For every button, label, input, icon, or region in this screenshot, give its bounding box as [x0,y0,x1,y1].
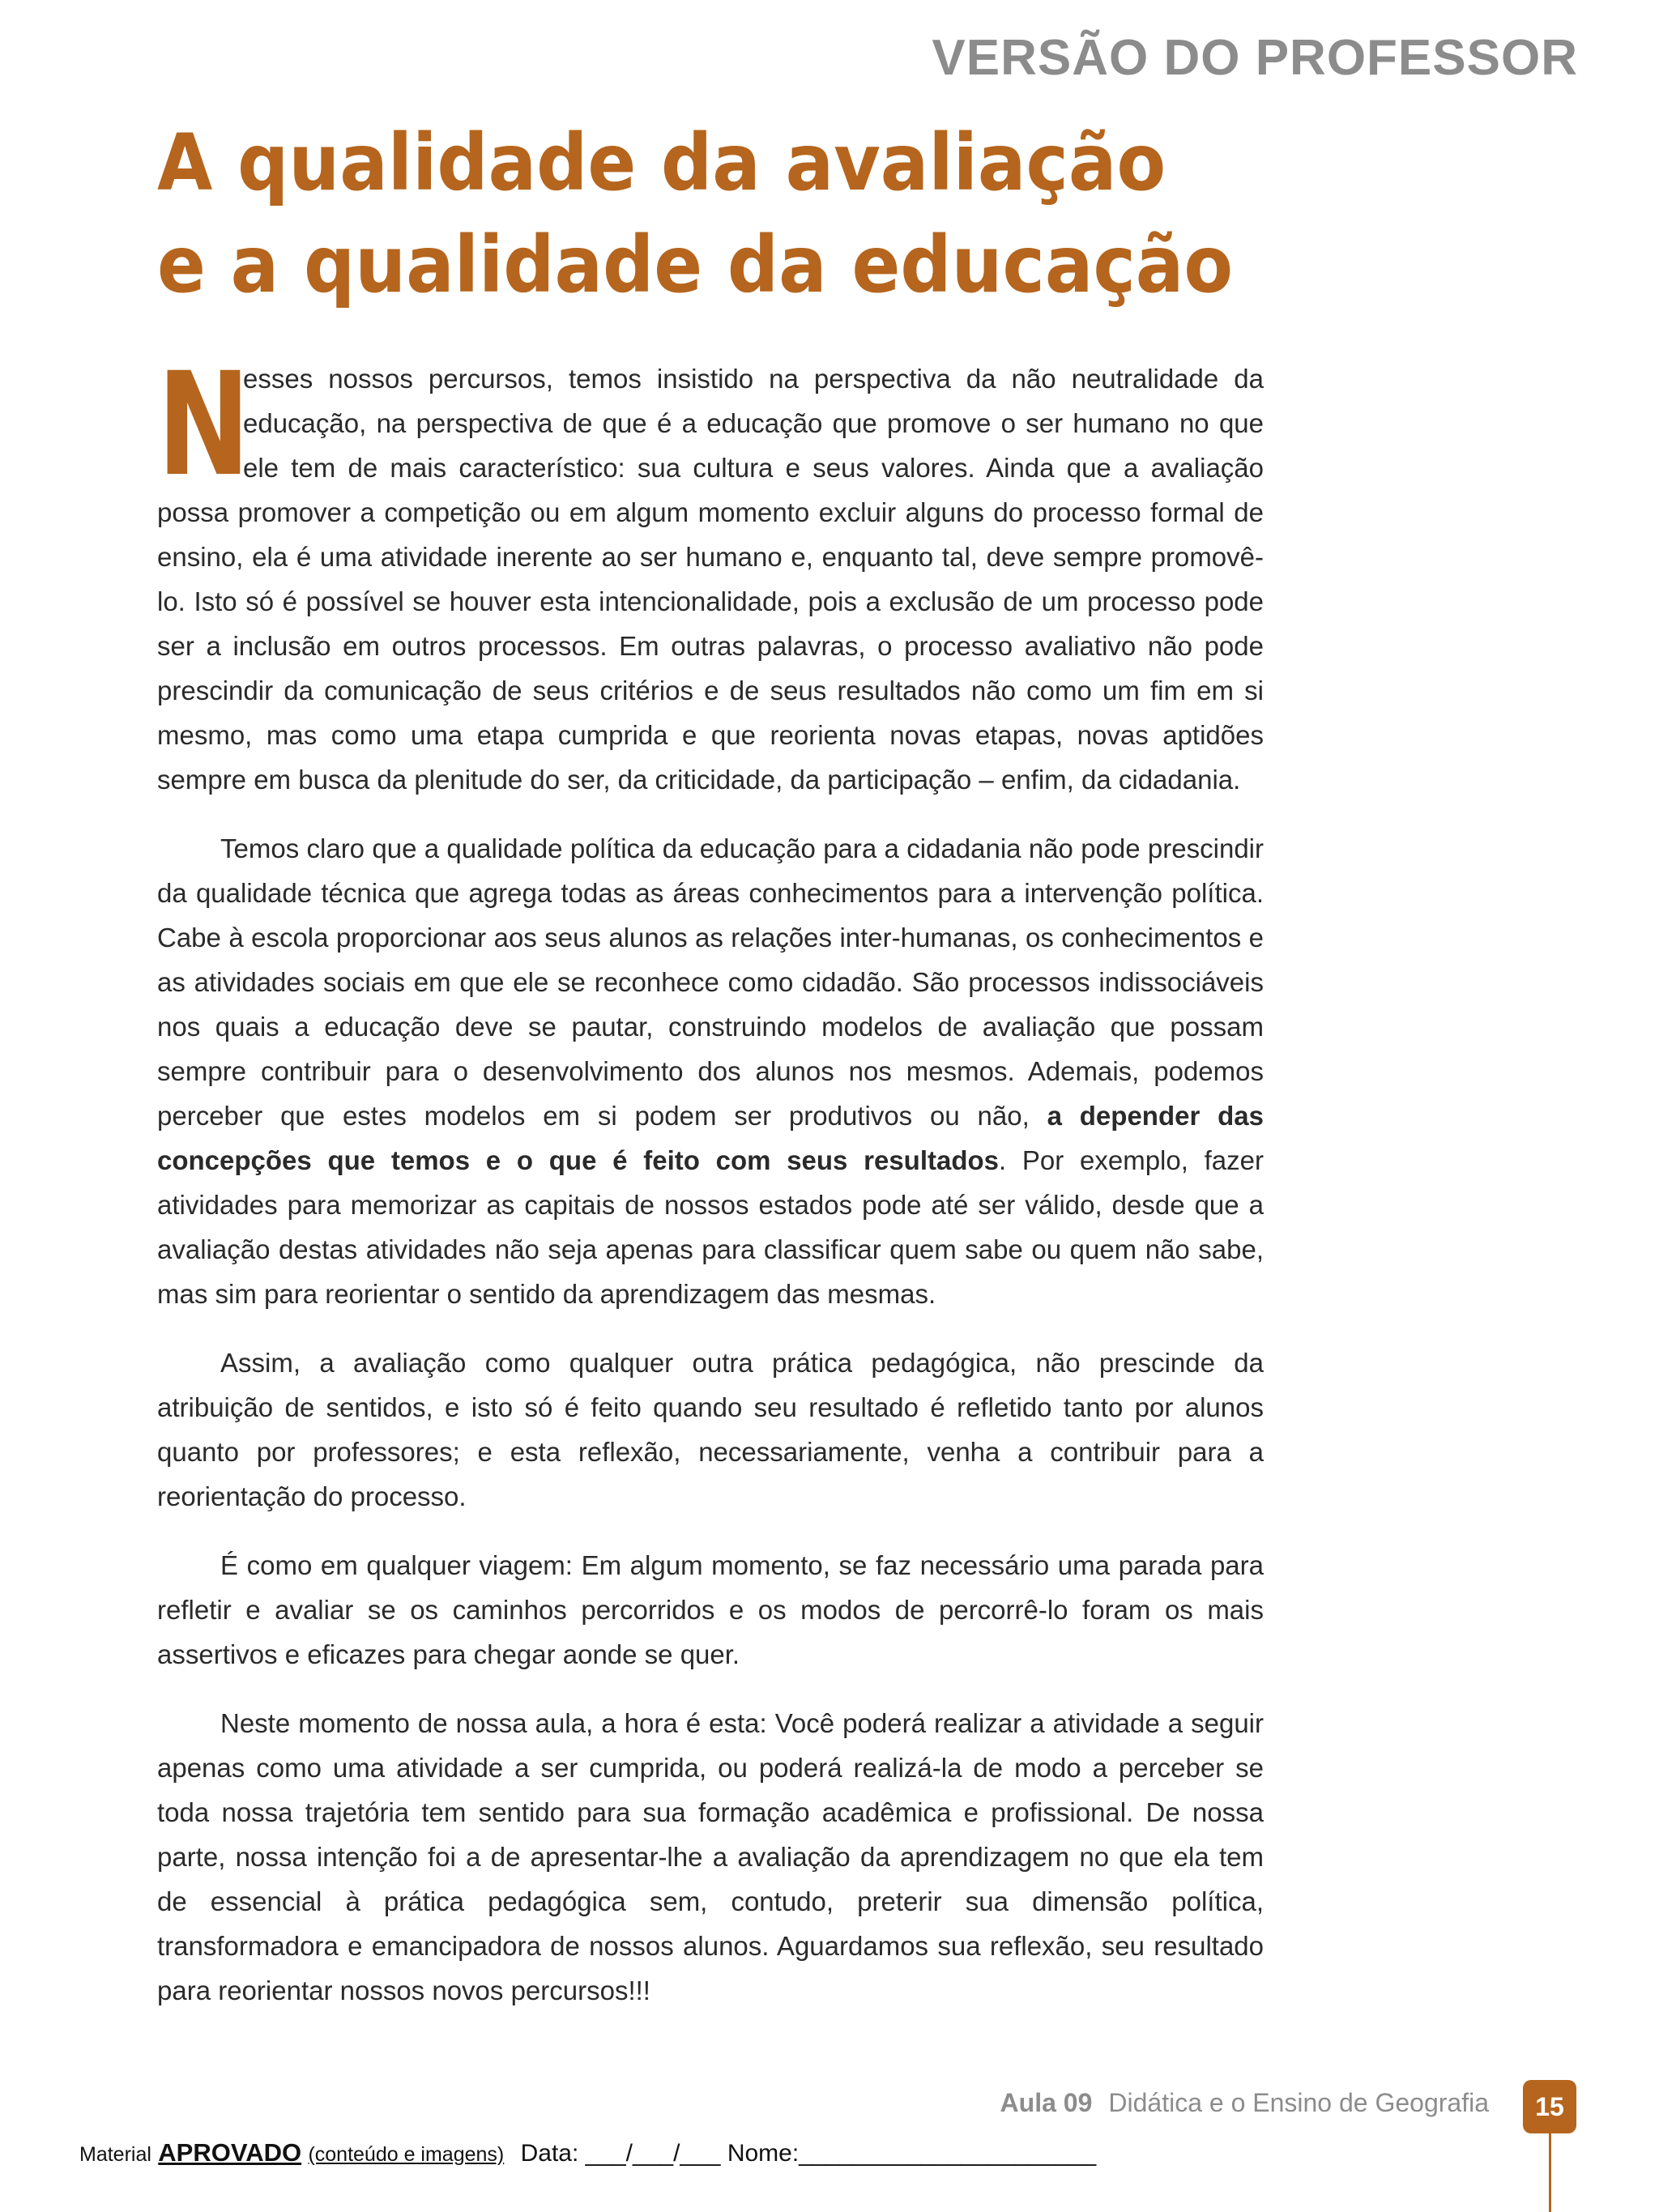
paragraph-3: Assim, a avaliação como qualquer outra prática pedagógica, não prescinde da atribuição de sentidos, e isto só é feito quando seu resultado é refletido tanto por alunos quanto por professores; e esta reflexão, necessariamente, venha a contribuir para a reorientação do processo. [157,1348,1264,1511]
stamp-date-field: Data: ___/___/___ [520,2140,721,2167]
paragraph-1 [157,342,1264,802]
paragraph-2-start: Temos claro que a qualidade política da educação para a cidadania não pode prescindir da qualidade técnica que agrega todas as áreas conhecimentos para a intervenção política. Cabe à escola proporcionar aos seus alunos as relações inter-humanas, os conhecimentos e as atividades sociais em que ele se reconhece como cidadão. São processos indissociáveis nos quais a educação deve se pautar, construindo modelos de avaliação que possam sempre contribuir para o desenvolvimento dos alunos nos mesmos. Ademais, podemos perceber que estes modelos em si podem ser produtivos ou não, [157,833,1264,1131]
title-line-1: A qualidade da avaliação [157,117,1166,208]
footer-course-name: Didática e o Ensino de Geografia [1108,2088,1489,2117]
article-body [157,342,1264,2037]
paragraph-5: Neste momento de nossa aula, a hora é esta: Você poderá realizar a atividade a seguir apenas como uma atividade a ser cumprida, ou poderá realizá-la de modo a perceber se toda nossa trajetória tem sentido para sua formação acadêmica e profissional. De nossa parte, nossa intenção foi a de apresentar-lhe a avaliação da aprendizagem no que ela tem de essencial à prática pedagógica sem, contudo, preterir sua dimensão política, transformadora e emancipadora de nossos alunos. Aguardamos sua reflexão, seu resultado para reorientar nossos novos percursos!!! [157,1708,1264,2005]
drop-cap: N [157,342,250,508]
paragraph-1-text: esses nossos percursos, temos insistido na perspectiva da não neutralidade da educação, na perspectiva de que é a educação que promove o ser humano no que ele tem de mais característico: sua cultura e seus valores. Ainda que a avaliação possa promover a competição ou em algum momento excluir alguns do processo formal de ensino, ela é uma atividade inerente ao ser humano e, enquanto tal, deve sempre promovê-lo. Isto só é possível se houver esta intencionalidade, pois a exclusão de um processo pode ser a inclusão em outros processos. Em outras palavras, o processo avaliativo não pode prescindir da comunicação de seus critérios e de seus resultados não como um fim em si mesmo, mas como uma etapa cumprida e que reorienta novas etapas, novas aptidões sempre em busca da plenitude do ser, da criticidade, da participação – enfim, da cidadania. [157,364,1264,795]
stamp-name-field: Nome:______________________ [727,2140,1097,2167]
footer-course-info [1000,2088,1489,2118]
title-line-2: e a qualidade da educação [157,219,1234,310]
version-label: VERSÃO DO PROFESSOR [932,30,1578,86]
approval-stamp [79,2138,1096,2167]
page-marker-line [1549,2133,1551,2212]
stamp-material: Material [79,2143,151,2166]
footer-lesson: Aula 09 [1000,2088,1093,2117]
paragraph-2-emphasis: a depender das concepções que temos e o que é feito com seus resultados [157,1101,1264,1175]
paragraph-2-end: . Por exemplo, fazer atividades para memorizar as capitais de nossos estados pode até ser válido, desde que a avaliação destas atividades não seja apenas para classificar quem sabe ou quem não sabe, mas sim para reorientar o sentido da aprendizagem das mesmas. [157,1145,1264,1309]
page-number-badge: 15 [1523,2080,1576,2133]
paragraph-4: É como em qualquer viagem: Em algum momento, se faz necessário uma parada para refletir e avaliar se os caminhos percorridos e os modos de percorrê-lo foram os mais assertivos e eficazes para chegar aonde se quer. [157,1550,1264,1669]
page-title [157,112,1233,316]
paragraph-2 [157,826,1264,1316]
stamp-note: (conteúdo e imagens) [308,2143,505,2166]
stamp-approved: APROVADO [158,2138,302,2167]
